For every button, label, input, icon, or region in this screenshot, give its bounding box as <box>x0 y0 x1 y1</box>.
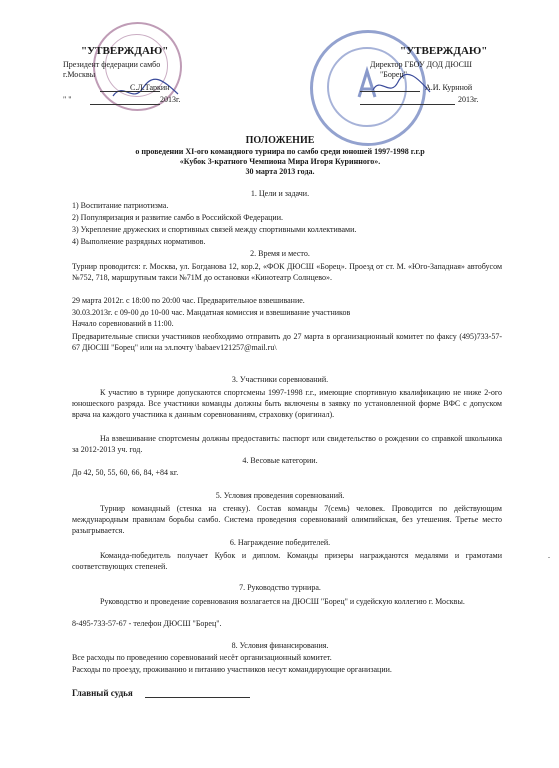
document-subtitle-line2: «Кубок 3-кратного Чемпиона Мира Игоря Куринного». <box>179 157 381 166</box>
section6-awards-text: Команда-победитель получает Кубок и диплом. Команды призеры награждаются медалями и грамотами соответствующих степеней. <box>72 551 502 571</box>
section1-item: 4) Выполнение разрядных нормативов. <box>72 237 206 246</box>
section2-registration-text: Предварительные списки участников необходимо отправить до 27 марта в организационный комитет по факсу (495)733-57-67 ДЮСШ "Борец" или на эл.почту \babaev121257@mail.ru\ <box>72 332 502 352</box>
section3-documents-text: На взвешивание спортсмены должны предоставить: паспорт или свидетельство о рождении со справкой школьника за 2012-2013 уч. год. <box>72 434 502 454</box>
left-approval-line2: г.Москвы <box>63 70 96 79</box>
section7-management-text: Руководство и проведение соревнования возлагается на ДЮСШ "Борец" и судейскую коллегию г. Москвы. <box>100 597 465 606</box>
right-approval-title: "УТВЕРЖДАЮ" <box>400 45 488 57</box>
section1-item: 2) Популяризация и развитие самбо в Российской Федерации. <box>72 213 283 222</box>
right-approval-line1: Директор ГБОУ ДОД ДЮСШ <box>370 60 472 69</box>
margin-mark: . <box>548 551 550 560</box>
right-signature-line <box>360 91 420 92</box>
section2-venue-text: Турнир проводится: г. Москва, ул. Богданова 12, кор.2, «ФОК ДЮСШ «Борец». Проезд от ст. М. «Юго-Западная» автобусом №752, 718, маршрутным такси №71М до остановки «Кинотеатр Солнцево». <box>72 262 502 282</box>
section8-travel-costs: Расходы по проезду, проживанию и питанию участников несут командирующие организации. <box>72 665 392 674</box>
document-subtitle-line1: о проведении XI-ого командного турнира по самбо среди юношей 1997-1998 г.г.р <box>135 147 425 156</box>
chief-judge-signature-line <box>145 697 250 698</box>
right-approval-line2: "Борец" <box>380 70 407 79</box>
section5-heading: 5. Условия проведения соревнований. <box>215 491 345 500</box>
section1-item: 3) Укрепление дружеских и спортивных связей между спортивными коллективами. <box>72 225 357 234</box>
document-subtitle-line3: 30 марта 2013 года. <box>245 167 315 176</box>
left-date-line <box>90 104 160 105</box>
section3-eligibility-text: К участию в турнире допускаются спортсмены 1997-1998 г.г., имеющие спортивную квалификацию не ниже 2-ого юношеского разряда. Все участники команды должны быть включены в заявку по установленной форме ВФС с допуском врача на каждого участника к данным соревнованиям, страховку (оригинал). <box>72 388 502 419</box>
section7-heading: 7. Руководство турнира. <box>239 583 321 592</box>
left-approval-year: 2013г. <box>160 95 181 104</box>
chief-judge-label: Главный судья <box>72 688 133 698</box>
right-date-line <box>360 104 455 105</box>
document-heading: ПОЛОЖЕНИЕ <box>245 135 315 146</box>
section3-heading: 3. Участники соревнований. <box>231 375 329 384</box>
section1-heading: 1. Цели и задачи. <box>250 189 310 198</box>
section2-start-time: Начало соревнований в 11:00. <box>72 319 174 328</box>
section7-phone: 8-495-733-57-67 - телефон ДЮСШ "Борец". <box>72 619 222 628</box>
section6-heading: 6. Награждение победителей. <box>229 538 331 547</box>
section8-heading: 8. Условия финансирования. <box>231 641 329 650</box>
right-approval-year: 2013г. <box>458 95 479 104</box>
section4-weight-classes: До 42, 50, 55, 60, 66, 84, +84 кг. <box>72 468 179 477</box>
right-approval-signer: А.И. Курнной <box>425 83 473 92</box>
section5-rules-text: Турнир командный (стенка на стенку). Состав команды 7(семь) человек. Проводится по действующим международным правилам борьбы самбо. Система проведения соревнований олимпийская, без утешения. Третье место разыгрывается. <box>72 504 502 535</box>
section2-mandate-commission: 30.03.2013г. с 09-00 до 10-00 час. Мандатная комиссия и взвешивание участников <box>72 308 351 317</box>
section2-prelim-weighin: 29 марта 2012г. с 18:00 по 20:00 час. Предварительное взвешивание. <box>72 296 305 305</box>
left-approval-date-prefix: " " <box>63 95 72 104</box>
section2-heading: 2. Время и место. <box>250 249 310 258</box>
left-approval-signer: С.Л.Таркин <box>130 83 170 92</box>
section8-organizer-costs: Все расходы по проведению соревнований несёт организационный комитет. <box>72 653 332 662</box>
section1-item: 1) Воспитание патриотизма. <box>72 201 169 210</box>
left-approval-title: "УТВЕРЖДАЮ" <box>81 45 169 57</box>
left-approval-line1: Президент федерации самбо <box>63 60 161 69</box>
section4-heading: 4. Весовые категории. <box>242 456 318 465</box>
